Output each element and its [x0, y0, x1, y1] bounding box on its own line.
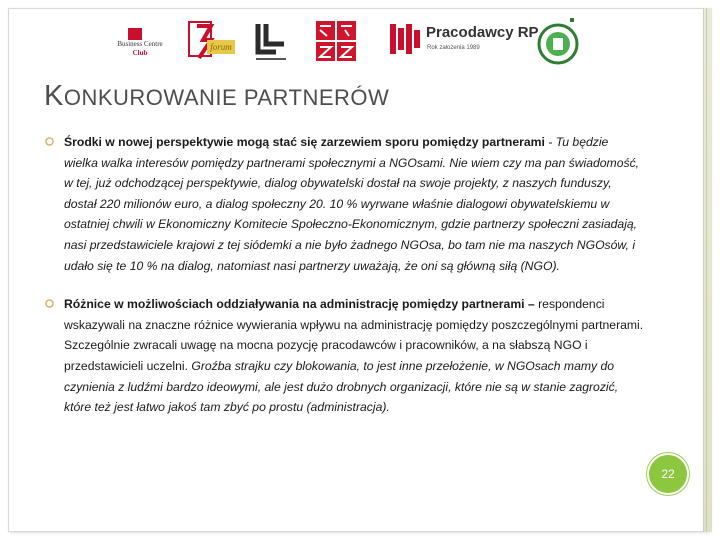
green-emblem-logo — [536, 16, 580, 68]
bullet-marker-icon — [44, 136, 55, 147]
bullet-body: - Tu będzie wielka walka interesów pomiędzy partnerami społecznymi a NGOsami. Nie wiem czy ma pan świadomość, w tej, już odchodzącej perspektywie, dialog obywatelski dostał na swoje projekty, z naszych funduszy, dostał 220 milionów euro, a dialog społeczny 20. 10 % wyrwane właśnie dialogowi obywatelskiemu w ostatniej chwili w Ekonomiczny Komitecie Społeczno-Ekonomicznym, gdzie partnerzy społeczni zasiadają, nasi przedstawiciele krajowi z tej siódemki a nie było żadnego NGOsa, bo tam nie ma naszych NGOsów, i udało się te 10 % na dialog, natomiast nasi partnerzy uważają, że oni są główną siłą (NGO). — [64, 135, 640, 273]
bcc-logo-line2: Club — [132, 49, 148, 57]
slide-title-initial: K — [44, 80, 64, 112]
slide-title-rest: ONKUROWANIE PARTNERÓW — [63, 85, 390, 110]
pracodawcy-rp-logo — [388, 18, 539, 62]
red-grid-logo — [315, 20, 357, 62]
pracodawcy-logo-subtitle: Rok założenia 1989 — [427, 45, 480, 51]
bcc-logo-line1: Business Centre — [117, 40, 163, 48]
partner-logos — [0, 10, 720, 70]
bullet-item — [44, 132, 644, 276]
lewiatan-logo — [252, 20, 292, 64]
slide-title — [44, 80, 389, 113]
bullet-list — [44, 132, 644, 418]
bullet-body: respondenci wskazywali na znaczne różnice wywierania wpływu na administrację pomiędzy poszczególnymi partnerami. Szczególnie zwracali uwagę na mocna pozycję pracodawców i pracowników, a na słabszą NGO i przedstawicieli uczelni. — [64, 297, 644, 373]
page-number-badge: 22 — [647, 453, 689, 495]
slide-side-stripe — [703, 8, 712, 532]
forum-logo — [187, 18, 237, 62]
bullet-lead: Różnice w możliwościach oddziaływania na administrację pomiędzy partnerami – — [64, 297, 535, 312]
bullet-quote: Groźba strajku czy blokowania, to jest inne przełożenie, w NGOsach mamy do czynienia z ludźmi bardzo ideowymi, ale jest dużo drobnych organizacji, które nie są w stanie zagrozić, które też jest łatwo jakoś tam zbyć po prostu (administracja). — [64, 358, 619, 415]
svg-text:forum: forum — [210, 42, 232, 52]
bcc-red-mark — [128, 28, 142, 40]
business-centre-club-logo — [100, 28, 180, 60]
bullet-item — [44, 294, 644, 418]
bullet-lead: Środki w nowej perspektywie mogą stać się zarzewiem sporu pomiędzy partnerami — [64, 135, 545, 149]
bullet-marker-icon — [44, 298, 55, 309]
pracodawcy-logo-name: Pracodawcy RP — [426, 24, 539, 41]
